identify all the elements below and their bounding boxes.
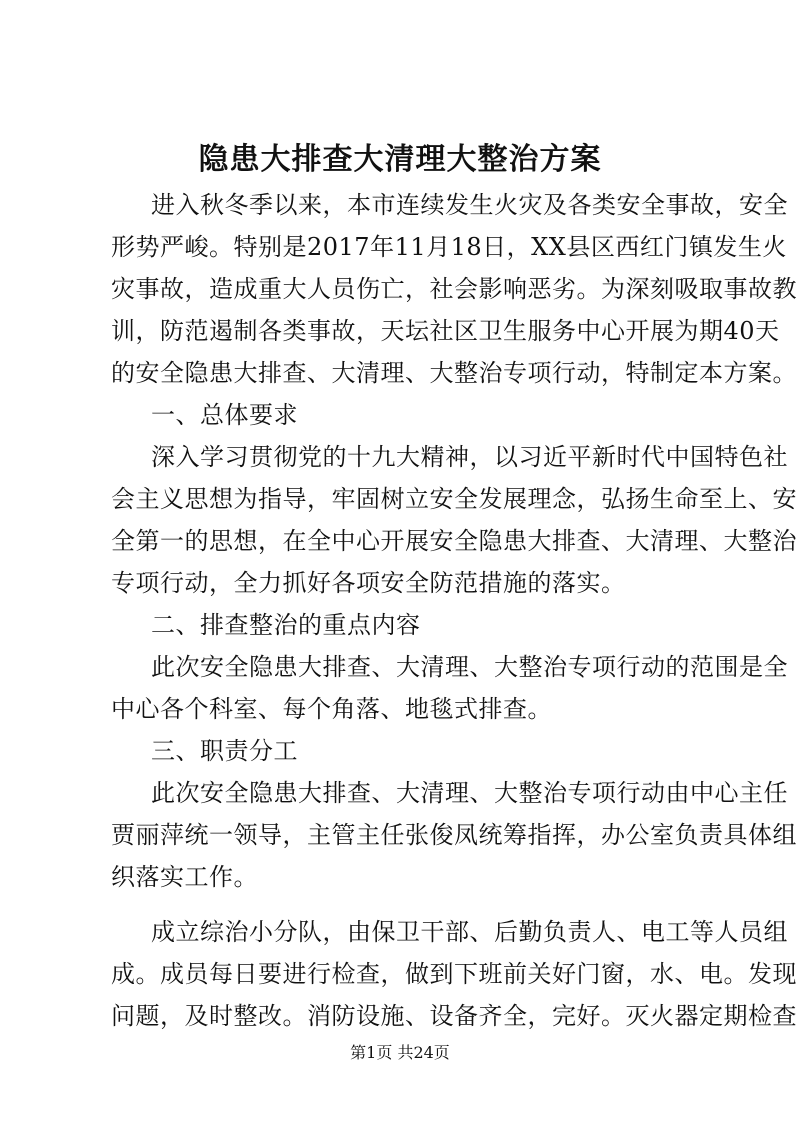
page-footer: 第1页 共24页: [350, 1043, 450, 1062]
paragraph-line: 专项行动，全力抓好各项安全防范措施的落实。: [111, 569, 626, 597]
paragraph-line: 形势严峻。特别是2017年11月18日，XX县区西红门镇发生火: [111, 233, 787, 261]
document-body: [111, 184, 797, 1037]
paragraph-line: 成。成员每日要进行检查，做到下班前关好门窗，水、电。发现: [111, 960, 797, 988]
paragraph-line: 问题，及时整改。消防设施、设备齐全，完好。灭火器定期检查: [111, 1002, 797, 1030]
paragraph-line: 此次安全隐患大排查、大清理、大整治专项行动由中心主任: [151, 779, 788, 807]
paragraph-line: 成立综治小分队，由保卫干部、后勤负责人、电工等人员组: [151, 918, 788, 946]
paragraph-gap: [111, 898, 721, 911]
paragraph-line: 会主义思想为指导，牢固树立安全发展理念，弘扬生命至上、安: [111, 485, 797, 513]
paragraph-line: 此次安全隐患大排查、大清理、大整治专项行动的范围是全: [151, 653, 788, 681]
section-heading: 三、职责分工: [151, 737, 298, 765]
paragraph-line: 织落实工作。: [111, 863, 258, 891]
paragraph-line: 训，防范遏制各类事故，天坛社区卫生服务中心开展为期40天: [111, 317, 780, 345]
paragraph-line: 深入学习贯彻党的十九大精神，以习近平新时代中国特色社: [151, 443, 788, 471]
paragraph-line: 中心各个科室、每个角落、地毯式排查。: [111, 695, 552, 723]
paragraph-line: 进入秋冬季以来，本市连续发生火灾及各类安全事故，安全: [151, 191, 788, 219]
paragraph-line: 全第一的思想，在全中心开展安全隐患大排查、大清理、大整治: [111, 527, 797, 555]
document-title: 隐患大排查大清理大整治方案: [198, 142, 602, 177]
paragraph-line: 贾丽萍统一领导，主管主任张俊凤统筹指挥，办公室负责具体组: [111, 821, 797, 849]
paragraph-line: 的安全隐患大排查、大清理、大整治专项行动，特制定本方案。: [111, 359, 797, 387]
section-heading: 一、总体要求: [151, 401, 298, 429]
paragraph-line: 灾事故，造成重大人员伤亡，社会影响恶劣。为深刻吸取事故教: [111, 275, 797, 303]
section-heading: 二、排查整治的重点内容: [151, 611, 421, 639]
